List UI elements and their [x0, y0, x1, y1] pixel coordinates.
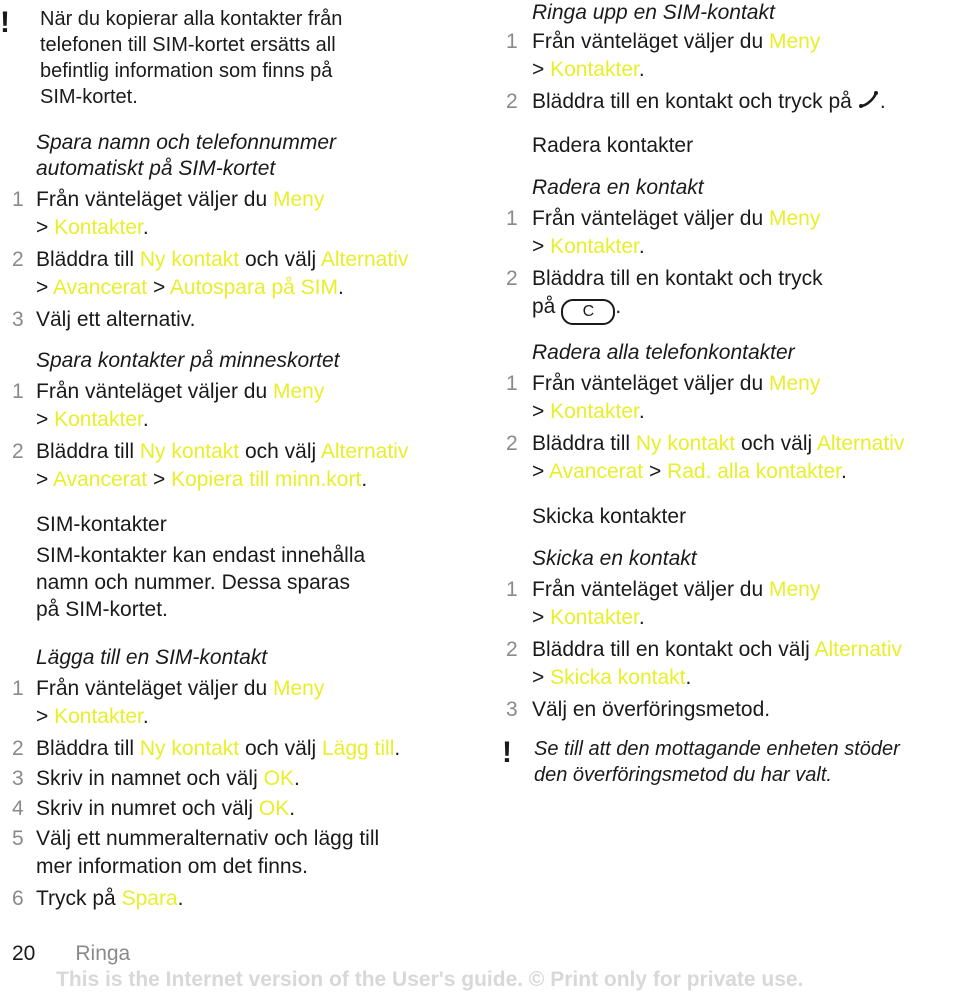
step-1: 1 Från vänteläget väljer du Meny > Kontakter.: [506, 207, 821, 258]
link-alternativ[interactable]: Alternativ: [816, 432, 905, 455]
link-meny[interactable]: Meny: [272, 380, 325, 403]
step-5: 5 Välj ett nummeralternativ och lägg till mer information om det finns.: [12, 827, 380, 878]
link-lagg-till[interactable]: Lägg till: [321, 737, 395, 760]
step-1: 1 Från vänteläget väljer du Meny > Kontakter.: [12, 677, 325, 728]
heading-delete-contacts: Radera kontakter: [532, 134, 694, 157]
link-ok[interactable]: OK: [263, 767, 294, 790]
link-meny[interactable]: Meny: [272, 188, 325, 211]
link-kontakter[interactable]: Kontakter: [54, 408, 143, 431]
link-autospara[interactable]: Autospara på SIM: [169, 276, 338, 299]
link-meny[interactable]: Meny: [768, 30, 821, 53]
heading-send-contacts: Skicka kontakter: [532, 505, 687, 528]
step-1: 1 Från vänteläget väljer du Meny > Kontakter.: [506, 30, 821, 81]
page-footer: [12, 941, 130, 967]
link-avancerat[interactable]: Avancerat: [52, 468, 148, 491]
step-2: 2 Bläddra till Ny kontakt och välj Alternativ > Avancerat > Kopiera till minn.kort.: [12, 440, 409, 491]
heading-delete-one: Radera en kontakt: [532, 176, 704, 199]
step-2: 2 Bläddra till en kontakt och välj Alternativ > Skicka kontakt.: [506, 638, 903, 689]
section-memcard: [0, 348, 470, 494]
step-1: 1 Från vänteläget väljer du Meny > Kontakter.: [12, 380, 325, 431]
heading-memcard: Spara kontakter på minneskortet: [36, 349, 340, 372]
link-ny-kontakt[interactable]: Ny kontakt: [635, 432, 736, 455]
call-key-icon: [858, 90, 880, 118]
footer-section: Ringa: [75, 942, 131, 965]
warning-note-text: När du kopierar alla kontakter från telefonen till SIM-kortet ersätts all befintlig information som finns på SIM-kortet.: [40, 8, 343, 108]
step-1: 1 Från vänteläget väljer du Meny > Kontakter.: [12, 188, 325, 239]
link-kontakter[interactable]: Kontakter: [54, 216, 143, 239]
step-3: 3 Välj en överföringsmetod.: [506, 698, 771, 721]
link-avancerat[interactable]: Avancerat: [52, 276, 148, 299]
link-ok[interactable]: OK: [258, 797, 290, 820]
heading-send-one: Skicka en kontakt: [532, 547, 697, 570]
step-6: 6 Tryck på Spara.: [12, 887, 184, 910]
exclamation-icon: !: [502, 736, 512, 769]
link-alternativ[interactable]: Alternativ: [320, 440, 409, 463]
link-alternativ[interactable]: Alternativ: [814, 638, 903, 661]
link-kopiera[interactable]: Kopiera till minn.kort: [171, 468, 362, 491]
link-kontakter[interactable]: Kontakter: [550, 606, 639, 629]
exclamation-icon: !: [0, 6, 10, 39]
step-4: 4 Skriv in numret och välj OK.: [12, 797, 296, 820]
warning-note-text: Se till att den mottagande enheten stöder den överföringsmetod du har valt.: [534, 738, 900, 786]
link-rad-alla[interactable]: Rad. alla kontakter: [667, 460, 841, 483]
link-meny[interactable]: Meny: [768, 578, 821, 601]
section-add-sim: [0, 645, 470, 913]
section-sim-contacts: [0, 512, 470, 623]
link-ny-kontakt[interactable]: Ny kontakt: [139, 248, 240, 271]
step-3: 3 Skriv in namnet och välj OK.: [12, 767, 300, 790]
link-meny[interactable]: Meny: [768, 372, 821, 395]
link-kontakter[interactable]: Kontakter: [54, 705, 143, 728]
link-kontakter[interactable]: Kontakter: [550, 400, 639, 423]
warning-note-copy: [0, 6, 470, 116]
step-1: 1 Från vänteläget väljer du Meny > Kontakter.: [506, 578, 821, 629]
link-alternativ[interactable]: Alternativ: [320, 248, 409, 271]
sim-contacts-paragraph: SIM-kontakter kan endast innehålla namn och nummer. Dessa sparas på SIM-kortet.: [36, 544, 366, 621]
link-kontakter[interactable]: Kontakter: [550, 58, 639, 81]
step-2: 2 Bläddra till Ny kontakt och välj Alternativ > Avancerat > Rad. alla kontakter.: [506, 432, 905, 483]
section-call-sim: [500, 0, 960, 118]
heading-autosave: Spara namn och telefonnummer automatiskt på SIM-kortet: [36, 131, 336, 180]
link-meny[interactable]: Meny: [272, 677, 325, 700]
footer-disclaimer: This is the Internet version of the User's guide. © Print only for private use.: [56, 968, 804, 991]
link-spara[interactable]: Spara: [121, 887, 178, 910]
link-avancerat[interactable]: Avancerat: [548, 460, 644, 483]
section-delete-all: [500, 340, 960, 486]
link-meny[interactable]: Meny: [768, 207, 821, 230]
step-3: 3 Välj ett alternativ.: [12, 308, 196, 331]
warning-note-send: [500, 736, 960, 796]
heading-call-sim: Ringa upp en SIM-kontakt: [532, 1, 775, 24]
step-2: 2 Bläddra till Ny kontakt och välj Alternativ > Avancerat > Autospara på SIM.: [12, 248, 409, 299]
step-2: 2 Bläddra till en kontakt och tryck på .: [500, 88, 960, 118]
section-delete: [500, 133, 960, 325]
link-kontakter[interactable]: Kontakter: [550, 235, 639, 258]
link-ny-kontakt[interactable]: Ny kontakt: [139, 440, 240, 463]
link-skicka-kontakt[interactable]: Skicka kontakt: [550, 666, 686, 689]
section-autosave: [0, 130, 470, 334]
heading-delete-all: Radera alla telefonkontakter: [532, 341, 795, 364]
section-send: [500, 504, 960, 724]
step-1: 1 Från vänteläget väljer du Meny > Kontakter.: [506, 372, 821, 423]
link-ny-kontakt[interactable]: Ny kontakt: [139, 737, 240, 760]
step-2: 2 Bläddra till en kontakt och tryck på C .: [500, 265, 960, 325]
heading-sim-contacts: SIM-kontakter: [36, 513, 167, 536]
clear-key-icon: C: [561, 299, 615, 325]
step-2: 2 Bläddra till Ny kontakt och välj Lägg till.: [12, 737, 401, 760]
page-number: 20: [12, 942, 36, 965]
heading-add-sim: Lägga till en SIM-kontakt: [36, 646, 268, 669]
